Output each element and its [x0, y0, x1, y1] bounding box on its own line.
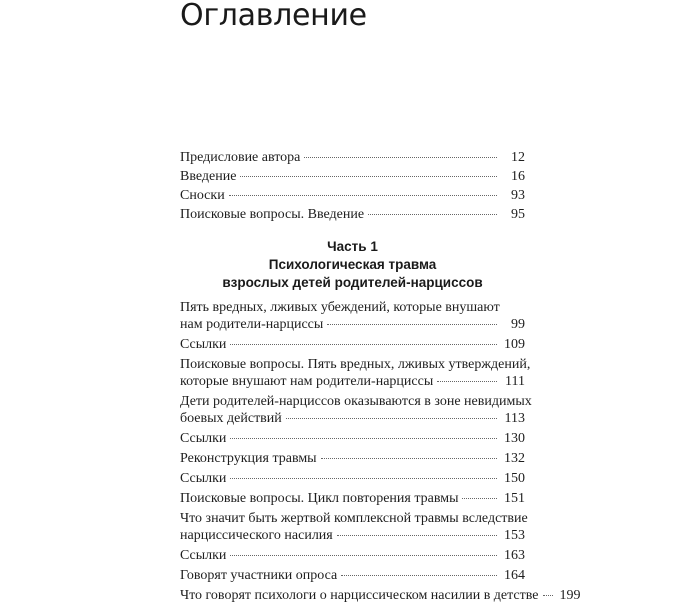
dot-leader: [321, 458, 497, 459]
toc-entry[interactable]: [180, 393, 532, 427]
toc-page-number: 130: [504, 431, 525, 446]
toc-entry[interactable]: [180, 567, 525, 584]
dot-leader: [437, 381, 497, 382]
toc-page-number: 164: [504, 568, 525, 583]
toc-page-number: 153: [504, 528, 525, 543]
dot-leader: [230, 555, 497, 556]
dot-leader: [543, 595, 553, 596]
toc-page-number: 93: [511, 188, 525, 203]
toc-entry-title: Сноски: [180, 188, 225, 203]
toc-entry[interactable]: [180, 299, 525, 333]
part-heading: [180, 238, 525, 292]
toc-entry[interactable]: [180, 149, 525, 166]
toc-page-number: 109: [504, 337, 525, 352]
dot-leader: [337, 535, 497, 536]
toc-entry-title: нам родители-нарциссы: [180, 317, 324, 332]
toc-page-number: 95: [511, 207, 525, 222]
part-title-line-1: Психологическая травма: [268, 257, 437, 272]
toc-entry[interactable]: [180, 450, 525, 467]
toc-entry[interactable]: [180, 206, 525, 223]
toc-entry-title: Введение: [180, 169, 237, 184]
toc-front-list: [180, 149, 525, 223]
dot-leader: [368, 214, 497, 215]
toc-entry-title: Говорят участники опроса: [180, 568, 338, 583]
toc-page-number: 150: [504, 471, 525, 486]
toc-page-number: 151: [504, 491, 525, 506]
toc-entry-title: Ссылки: [180, 548, 227, 563]
toc-entry-title: боевых действий: [180, 411, 282, 426]
dot-leader: [229, 195, 497, 196]
toc-entry-title: Поисковые вопросы. Цикл повторения травмы: [180, 491, 459, 506]
page-title: Оглавление: [180, 0, 367, 33]
toc-entry-title: Ссылки: [180, 337, 227, 352]
toc-entry-title: Пять вредных, лживых убеждений, которые внушают: [180, 300, 500, 315]
toc-entry-title: Что значит быть жертвой комплексной травмы вследствие: [180, 511, 528, 526]
toc-entry[interactable]: [180, 470, 525, 487]
toc-entry-title: Реконструкция травмы: [180, 451, 317, 466]
toc-page-number: 99: [511, 317, 525, 332]
toc-page-number: 111: [505, 374, 525, 389]
toc-entry-title: Ссылки: [180, 431, 227, 446]
toc-entry[interactable]: [180, 547, 525, 564]
toc-entry[interactable]: [180, 587, 581, 604]
toc-page-number: 132: [504, 451, 525, 466]
toc-entry[interactable]: [180, 430, 525, 447]
dot-leader: [462, 498, 497, 499]
dot-leader: [240, 176, 497, 177]
toc-entry-title: Что говорят психологи о нарциссическом насилии в детстве: [180, 588, 539, 603]
dot-leader: [230, 478, 497, 479]
dot-leader: [327, 324, 497, 325]
dot-leader: [230, 438, 497, 439]
dot-leader: [341, 575, 497, 576]
toc-entry[interactable]: [180, 336, 525, 353]
toc-entry-title: Предисловие автора: [180, 150, 301, 165]
toc-page-number: 16: [511, 169, 525, 184]
toc-entry-title: нарциссического насилия: [180, 528, 333, 543]
toc-entry[interactable]: [180, 187, 525, 204]
dot-leader: [230, 344, 497, 345]
toc-entry-title: Поисковые вопросы. Пять вредных, лживых утверждений,: [180, 357, 531, 372]
toc-page-number: 12: [511, 150, 525, 165]
toc-part1-list: [180, 299, 581, 604]
toc-page-number: 113: [504, 411, 525, 426]
part-label: Часть 1: [327, 239, 378, 254]
toc-entry[interactable]: [180, 510, 528, 544]
toc-entry-title: Поисковые вопросы. Введение: [180, 207, 365, 222]
toc-entry-title: Дети родителей-нарциссов оказываются в зоне невидимых: [180, 394, 532, 409]
toc-entry-title: Ссылки: [180, 471, 227, 486]
dot-leader: [304, 157, 497, 158]
part-title-line-2: взрослых детей родителей-нарциссов: [222, 275, 483, 290]
toc-entry[interactable]: [180, 490, 525, 507]
toc-entry[interactable]: [180, 168, 525, 185]
toc-page-number: 163: [504, 548, 525, 563]
toc-entry[interactable]: [180, 356, 531, 390]
toc-entry-title: которые внушают нам родители-нарциссы: [180, 374, 434, 389]
dot-leader: [286, 418, 497, 419]
toc-page-number: 199: [559, 588, 581, 603]
